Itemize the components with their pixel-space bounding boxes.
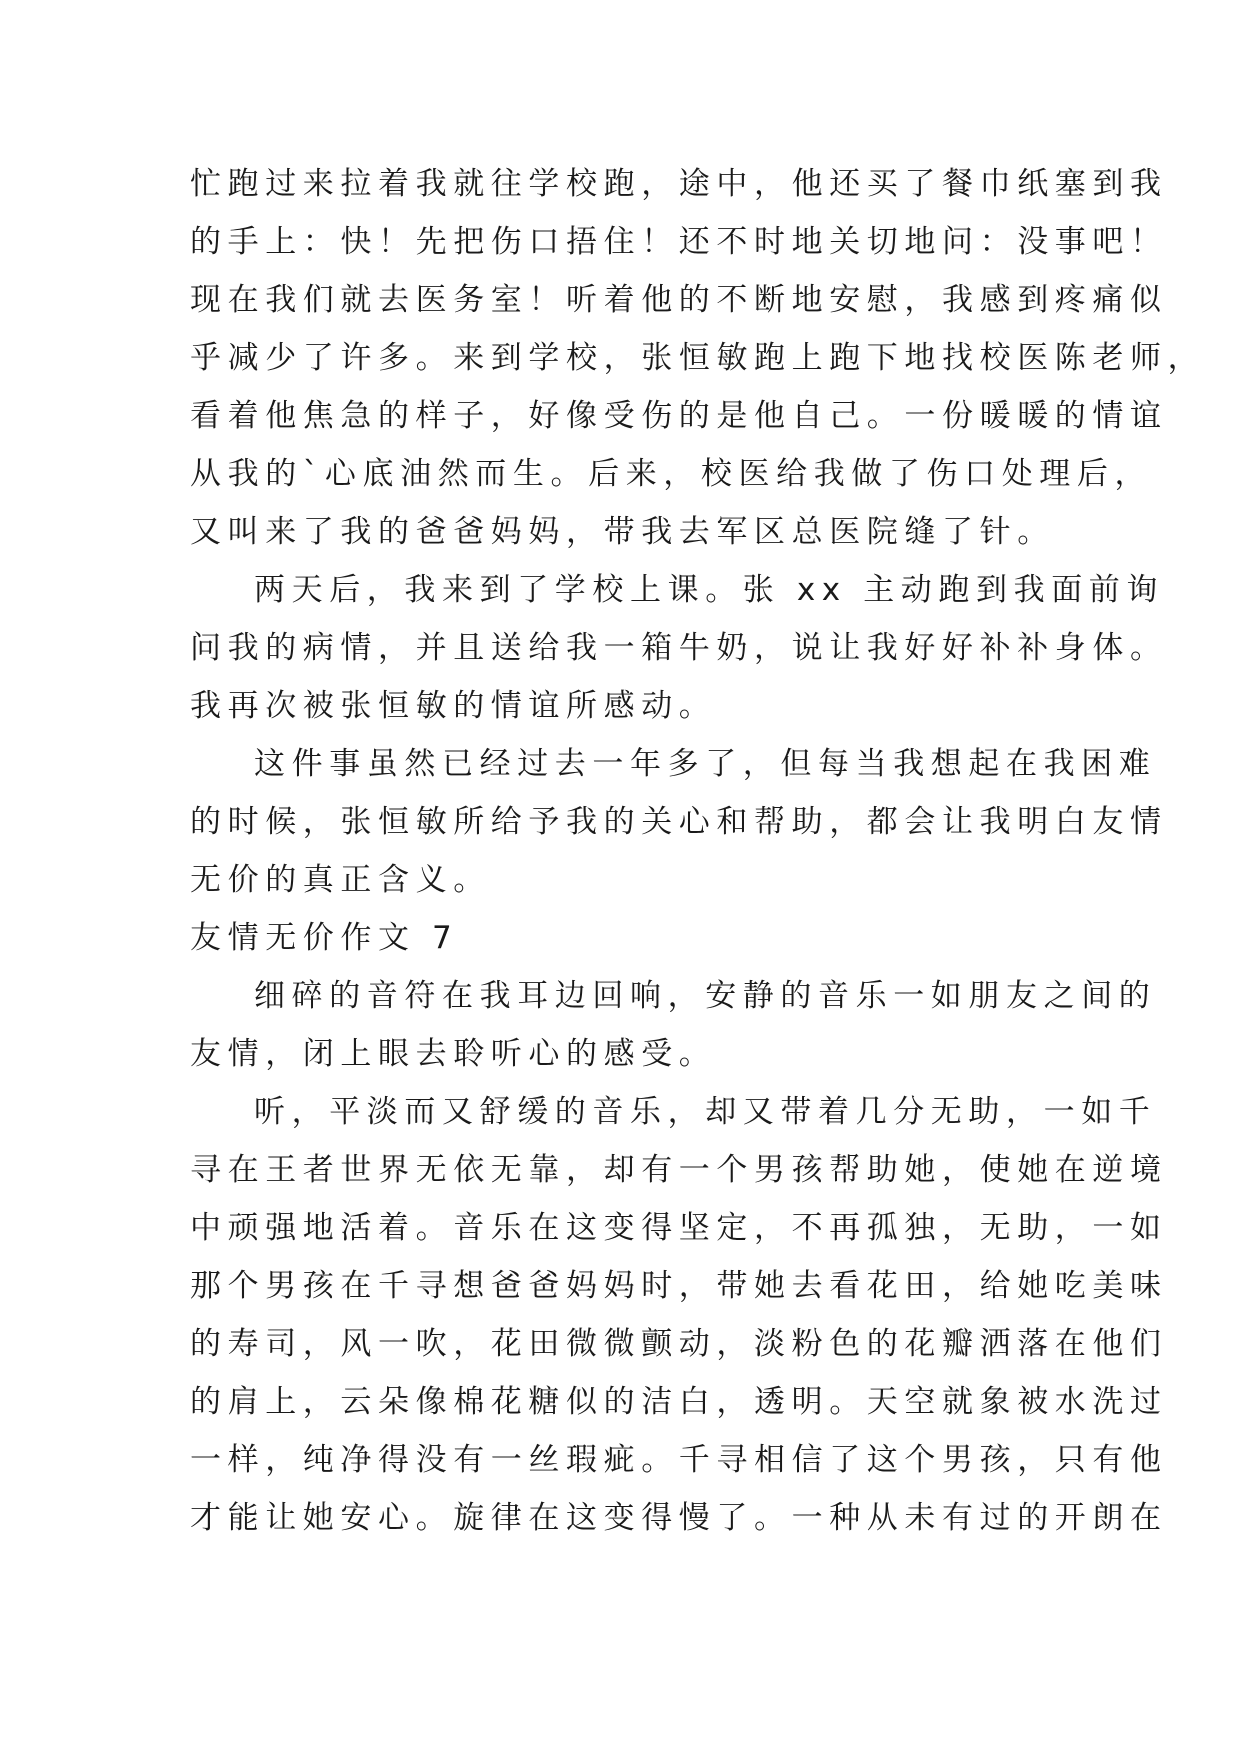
paragraph-start-line: 细碎的音符在我耳边回响，安静的音乐一如朋友之间的	[254, 978, 1157, 1014]
text-line: 乎减少了许多。来到学校，张恒敏跑上跑下地找校医陈老师，	[190, 340, 1206, 376]
text-line: 的寿司，风一吹，花田微微颤动，淡粉色的花瓣洒落在他们	[190, 1326, 1168, 1362]
text-line: 问我的病情，并且送给我一箱牛奶，说让我好好补补身体。	[190, 630, 1168, 666]
text-line: 寻在王者世界无依无靠，却有一个男孩帮助她，使她在逆境	[190, 1152, 1168, 1188]
text-line: 友情，闭上眼去聆听心的感受。	[190, 1036, 717, 1072]
text-line: 又叫来了我的爸爸妈妈，带我去军区总医院缝了针。	[190, 514, 1055, 550]
text-line: 的手上：快！先把伤口捂住！还不时地关切地问：没事吧！	[190, 224, 1168, 260]
text-line: 一样，纯净得没有一丝瑕疵。千寻相信了这个男孩，只有他	[190, 1442, 1168, 1478]
paragraph-start-line: 这件事虽然已经过去一年多了，但每当我想起在我困难	[254, 746, 1157, 782]
paragraph-start-line: 两天后，我来到了学校上课。张 xx 主动跑到我面前询	[254, 572, 1164, 608]
text-line: 的时候，张恒敏所给予我的关心和帮助，都会让我明白友情	[190, 804, 1168, 840]
text-line: 那个男孩在千寻想爸爸妈妈时，带她去看花田，给她吃美味	[190, 1268, 1168, 1304]
text-line: 才能让她安心。旋律在这变得慢了。一种从未有过的开朗在	[190, 1500, 1168, 1536]
paragraph-start-line: 听，平淡而又舒缓的音乐，却又带着几分无助，一如千	[254, 1094, 1157, 1130]
text-line: 忙跑过来拉着我就往学校跑，途中，他还买了餐巾纸塞到我	[190, 166, 1168, 202]
text-line: 中顽强地活着。音乐在这变得坚定，不再孤独，无助，一如	[190, 1210, 1168, 1246]
text-line: 的肩上，云朵像棉花糖似的洁白，透明。天空就象被水洗过	[190, 1384, 1168, 1420]
text-line: 现在我们就去医务室！听着他的不断地安慰，我感到疼痛似	[190, 282, 1168, 318]
text-line: 看着他焦急的样子，好像受伤的是他自己。一份暖暖的情谊	[190, 398, 1168, 434]
text-line: 无价的真正含义。	[190, 862, 491, 898]
text-line: 从我的`心底油然而生。后来，校医给我做了伤口处理后，	[190, 456, 1153, 492]
text-line: 我再次被张恒敏的情谊所感动。	[190, 688, 717, 724]
section-heading: 友情无价作文 7	[190, 920, 459, 956]
